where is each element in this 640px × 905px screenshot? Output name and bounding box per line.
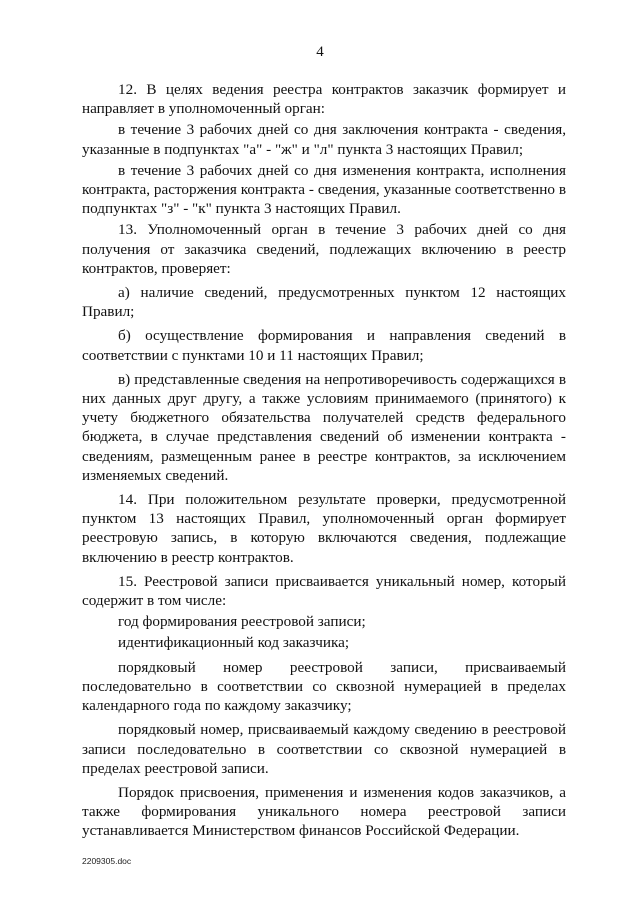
document-body xyxy=(82,80,566,843)
paragraph-13-item-a: а) наличие сведений, предусмотренных пунктом 12 настоящих Правил; xyxy=(82,284,566,321)
paragraph-15-item-year: год формирования реестровой записи; xyxy=(118,613,366,631)
paragraph-12: 12. В целях ведения реестра контрактов заказчик формирует и направляет в уполномоченный орган: xyxy=(82,81,566,118)
paragraph-procedure: Порядок присвоения, применения и изменения кодов заказчиков, а также формирования уникального номера реестровой записи устанавливается Министерством финансов Российской Федерации. xyxy=(82,783,566,840)
paragraph-13-item-b: б) осуществление формирования и направления сведений в соответствии с пунктами 10 и 11 настоящих Правил; xyxy=(82,327,566,364)
paragraph-12-item-2: в течение 3 рабочих дней со дня изменения контракта, исполнения контракта, расторжения контракта - сведения, указанные соответственно в подпунктах "з" - "к" пункта 3 настоящих Правил. xyxy=(82,161,566,218)
paragraph-13-item-v: в) представленные сведения на непротиворечивость содержащихся в них данных друг другу, а также условиям принимаемого (принятого) к учету бюджетного обязательства получателей средств федерального бюджета, в случае представления сведений об изменении контракта - сведениям, размещенным ранее в реестре контрактов, за исключением изменяемых сведений. xyxy=(82,370,566,484)
file-name-footer: 2209305.doc xyxy=(82,856,132,866)
paragraph-15-item-code: идентификационный код заказчика; xyxy=(118,634,350,652)
paragraph-15: 15. Реестровой записи присваивается уникальный номер, который содержит в том числе: xyxy=(82,572,566,610)
paragraph-15-item-record-number: порядковый номер реестровой записи, присваиваемый последовательно в соответствии со сквозной нумерацией в пределах календарного года по каждому заказчику; xyxy=(82,658,566,715)
paragraph-13: 13. Уполномоченный орган в течение 3 рабочих дней со дня получения от заказчика сведений, подлежащих включению в реестр контрактов, проверяет: xyxy=(82,221,566,277)
paragraph-12-item-1: в течение 3 рабочих дней со дня заключения контракта - сведения, указанные в подпунктах "а" - "ж" и "л" пункта 3 настоящих Правил; xyxy=(82,121,566,158)
paragraph-15-item-info-number: порядковый номер, присваиваемый каждому сведению в реестровой записи последовательно в соответствии со сквозной нумерацией в пределах реестровой записи. xyxy=(82,721,566,777)
paragraph-14: 14. При положительном результате проверки, предусмотренной пунктом 13 настоящих Правил, уполномоченный орган формирует реестровую запись, в которую включаются сведения, подлежащие включению в реестр контрактов. xyxy=(82,491,566,566)
page-number: 4 xyxy=(316,44,324,60)
